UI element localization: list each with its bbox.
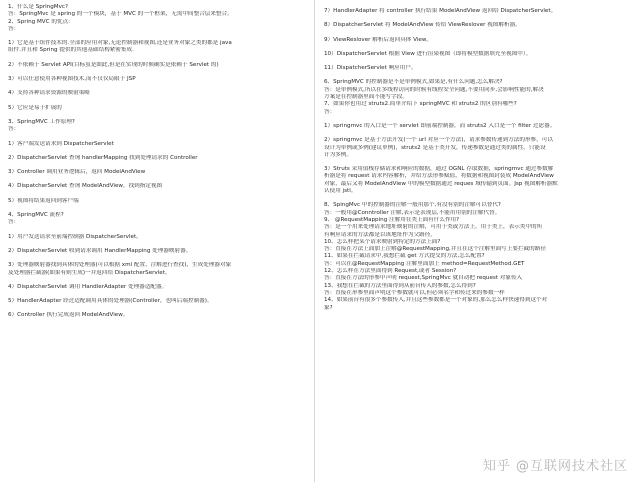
text-line: 析器是将 request 请求内容解析，并给方法形参赋值，将数据和视图封装成 ModelAndView: [324, 173, 554, 180]
text-line: 答：一般用@Conntroller 注解,表示是表现层,不能用用别的注解代替。: [324, 209, 501, 216]
text-line: 5）视图将结果返回到客户端: [8, 197, 79, 204]
text-line: 2）不依赖于 Servlet API(目标虽是如此,但是在实现的时候确实是依赖于 Servlet 的): [8, 61, 219, 68]
text-line: 1）它是基于组件技术的.全部的应用对象,无论控制器和视图,还是业务对象之类的都是 java: [8, 40, 232, 47]
text-line: 计为多例。: [324, 151, 352, 158]
text-line: 11）DispatcherServlet 响应用户。: [324, 65, 417, 72]
text-line: 2、Spring MVC 的优点:: [8, 18, 70, 25]
text-line: 答：: [8, 126, 20, 133]
text-line: 答：直接在方法的形参中声明 request,SpringMvc 就自动把 request 对象传入: [324, 275, 523, 282]
text-line: 答：可以在@RequestMapping 注解里面加上 method=RequestMethod.GET: [324, 260, 525, 267]
text-line: 1）springmvc 的入口是一个 servlet 即前端控制器，而 struts2 入口是一个 filter 过虑器。: [324, 122, 556, 129]
text-line: 象?: [324, 304, 333, 311]
text-line: 2）DispatcherServlet 收到请求调用 HandlerMapping 处理器映射器。: [8, 247, 192, 254]
text-line: 答：SpringMvc 是 spring 的一个模块，基于 MVC 的一个框架，无需中间整合层来整合。: [8, 11, 233, 18]
text-line: 答：: [324, 108, 336, 115]
text-line: 对象，最后又将 ModelAndView 中的模型数据通过 reques 域传输到页面。Jsp 视图解析器默: [324, 180, 558, 187]
text-line: 4）支持各种请求资源的映射策略: [8, 90, 90, 97]
text-line: 答：直接在方法上面加上注解@RequestMapping,并且在这个注解里面写上要拦截的路径: [324, 246, 546, 253]
zhihu-watermark: 知乎 @互联网技术社区: [482, 459, 628, 474]
left-document-page: [4, 4, 304, 470]
text-line: 答：: [8, 219, 20, 226]
text-line: 3）Struts 采用值栈存储请求和响应的数据，通过 OGNL 存取数据，springmvc 通过参数解: [324, 166, 554, 173]
text-line: 方案是在控制器里面不能写字段。: [324, 94, 408, 101]
text-line: 及处理器拦截器(如果有则生成)一并返回给 DispatcherServlet。: [8, 269, 171, 276]
text-line: 5）HandlerAdapter 经过适配调用具体的处理器(Controller，也叫后端控制器)。: [8, 298, 213, 305]
text-line: 有响应请求的方法都是以该地址作为父路径。: [324, 231, 436, 238]
text-line: 4）DispatcherServlet 查询 ModelAndView，找到指定视图: [8, 183, 163, 190]
text-line: 3）可以任意使用各种视图技术,而不仅仅局限于 JSP: [8, 76, 136, 83]
text-line: 4）DispatcherServlet 调用 HandlerAdapter 处理器适配器。: [8, 283, 168, 290]
text-line: 2）springmvc 是基于方法开发(一个 url 对应一个方法)，请求参数传递到方法的形参，可以: [324, 137, 553, 144]
text-line: 6、SpringMVC 的控制器是不是单例模式,如果是,有什么问题,怎么解决?: [324, 79, 503, 86]
text-line: 9、 @RequestMapping 注解用在类上面有什么作用?: [324, 216, 460, 223]
text-line: 8）DispatcherServlet 将 ModelAndView 传给 ViewReslover 视图解析器。: [324, 22, 521, 29]
text-line: 设计为单例或多例(建议单例)，struts2 是基于类开发，传递参数是通过类的属性，只能设: [324, 144, 546, 151]
text-line: 5）它应是易于扩展的: [8, 104, 62, 111]
text-line: 2）DispatcherServlet 查询 handlerMapping 找到处理请求的 Controller: [8, 154, 198, 161]
text-line: 组件.并且和 Spring 提供的其他基础结构紧密集成.: [8, 47, 134, 54]
text-line: 10、怎么样把某个请求映射到特定的方法上面?: [324, 238, 441, 245]
text-line: 9）ViewReslover 解析后返回具体 View。: [324, 36, 433, 43]
text-line: 13、我想在拦截的方法里面得到从前台传入的参数,怎么得到?: [324, 282, 476, 289]
text-line: 12、怎么样在方法里面得到 Request,或者 Session?: [324, 268, 457, 275]
text-line: 7、如果你也用过 struts2.简单介绍下 springMVC 和 struts2 的区别有哪些?: [324, 101, 517, 108]
text-line: 3）Controller 调用业务逻辑后，返回 ModelAndView: [8, 169, 146, 176]
text-line: 答：是单例模式,所以在多线程访问的时候有线程安全问题,不要用同步,会影响性能的,解决: [324, 86, 544, 93]
text-line: 答：: [8, 25, 20, 32]
text-line: 11、如果在拦截请求中,我想拦截 get 方式提交的方法,怎么配置?: [324, 253, 485, 260]
text-line: 4、SpringMVC 流程?: [8, 212, 64, 219]
page-divider: [314, 0, 315, 482]
text-line: 6）Controller 执行完成返回 ModelAndView。: [8, 312, 129, 319]
text-line: 认使用 jstl。: [324, 188, 357, 195]
text-line: 8、SpingMvc 中的控制器的注解一般用那个,有没有别的注解可以替代?: [324, 202, 501, 209]
text-line: 1）用户发送请求至前端控制器 DispatcherServlet。: [8, 233, 142, 240]
text-line: 答：是一个用来处理请求地址映射的注解，可用于类或方法上。用于类上，表示类中的所: [324, 224, 543, 231]
text-line: 7）HandlerAdapter 将 controller 执行结果 ModelAndView 返回给 DispatcherServlet。: [324, 8, 557, 14]
text-line: 1、什么是 SpringMvc?: [8, 4, 68, 10]
text-line: 10）DispatcherServlet 根据 View 进行渲染视图（即将模型数据填充至视图中）。: [324, 50, 532, 57]
text-line: 答：直接在形参里面声明这个参数就可以,但必须名字和传过来的参数一样: [324, 289, 505, 296]
text-line: 1）客户端发送请求到 DispatcherServlet: [8, 140, 114, 147]
text-line: 3、SpringMVC 工作原理?: [8, 118, 75, 125]
right-document-page: [320, 4, 620, 470]
text-line: 3）处理器映射器找到具体的处理器(可以根据 xml 配置、注解进行查找)，生成处理器对象: [8, 262, 232, 269]
text-line: 14、如果前台有很多个参数传入,并且这些参数都是一个对象的,那么怎么样快速得到这个对: [324, 297, 548, 304]
